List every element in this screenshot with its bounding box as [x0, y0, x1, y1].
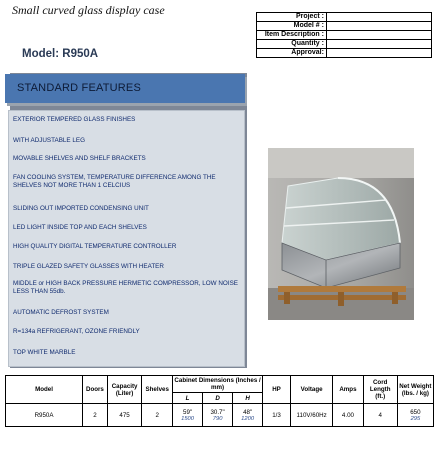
cell-hp: 1/3: [263, 404, 291, 427]
height-mm: 1200: [241, 415, 255, 422]
col-doors: Doors: [83, 376, 108, 404]
quantity-label: Quantity :: [257, 40, 327, 49]
approval-label: Approval:: [257, 49, 327, 58]
product-photo: [268, 148, 414, 320]
feature-item: SLIDING OUT IMPORTED CONDENSING UNIT: [13, 205, 149, 212]
col-length: L: [173, 393, 203, 404]
cell-height: [233, 404, 263, 427]
feature-item: WITH ADJUSTABLE LEG: [13, 137, 85, 144]
model-number-value: [326, 22, 431, 31]
cell-doors: 2: [83, 404, 108, 427]
col-capacity: Capacity (Liter): [107, 376, 142, 404]
feature-item: LED LIGHT INSIDE TOP AND EACH SHELVES: [13, 224, 147, 231]
feature-item: TOP WHITE MARBLE: [13, 349, 76, 356]
approval-value: [326, 49, 431, 58]
model-number-label: Model # :: [257, 22, 327, 31]
cell-depth: [203, 404, 233, 427]
col-depth: D: [203, 393, 233, 404]
length-mm: 1500: [181, 415, 194, 422]
approval-row: [257, 49, 432, 58]
spec-header-row: [6, 376, 434, 393]
table-row: [6, 404, 434, 427]
col-amps: Amps: [333, 376, 363, 404]
features-heading: STANDARD FEATURES: [17, 82, 142, 94]
col-voltage: Voltage: [290, 376, 332, 404]
weight-kg: 295: [410, 415, 421, 422]
depth-inches: 30.7": [210, 408, 225, 416]
col-cabinet-dimensions: Cabinet Dimensions (Inches / mm): [174, 377, 261, 391]
depth-mm: 790: [212, 415, 223, 422]
cell-length: [173, 404, 203, 427]
model-heading: [22, 48, 98, 60]
feature-item: AUTOMATIC DEFROST SYSTEM: [13, 309, 109, 316]
project-label: Project :: [257, 13, 327, 22]
item-description-value: [326, 31, 431, 40]
model-label: Model:: [22, 48, 60, 60]
item-description-row: [257, 31, 432, 40]
project-info-table: [256, 12, 432, 58]
model-value: R950A: [62, 48, 99, 60]
document-title: Small curved glass display case: [12, 3, 165, 17]
feature-item: TRIPLE GLAZED SAFETY GLASSES WITH HEATER: [13, 263, 164, 270]
cell-amps: 4.00: [333, 404, 363, 427]
features-list: [8, 110, 245, 367]
length-inches: 59": [183, 408, 193, 416]
features-header: [5, 74, 245, 103]
feature-item: HIGH QUALITY DIGITAL TEMPERATURE CONTROLLER: [13, 243, 177, 250]
weight-lbs: 650: [410, 408, 421, 416]
feature-item: MIDDLE or HIGH BACK PRESSURE HERMETIC COMPRESSOR, LOW NOISE LESS THAN 55db.: [13, 280, 238, 295]
quantity-value: [326, 40, 431, 49]
quantity-row: [257, 40, 432, 49]
col-height: H: [233, 393, 263, 404]
col-hp: HP: [263, 376, 291, 404]
cell-cord-length: 4: [363, 404, 397, 427]
model-number-row: [257, 22, 432, 31]
height-inches: 48": [243, 408, 253, 416]
col-model: Model: [6, 376, 83, 404]
item-description-label: Item Description :: [257, 31, 327, 40]
cell-model: R950A: [6, 404, 83, 427]
cell-net-weight: [397, 404, 433, 427]
cell-capacity: 475: [107, 404, 142, 427]
feature-item: EXTERIOR TEMPERED GLASS FINISHES: [13, 116, 136, 123]
col-net-weight: Net Weight (lbs. / kg): [397, 376, 433, 404]
feature-item: FAN COOLING SYSTEM, TEMPERATURE DIFFERENCE AMONG THE SHELVES NOT MORE THAN 1 CELCIUS: [13, 174, 216, 189]
project-row: [257, 13, 432, 22]
col-cord-length: Cord Length (ft.): [363, 376, 397, 404]
spec-table: [5, 375, 434, 427]
project-value: [326, 13, 431, 22]
feature-item: MOVABLE SHELVES AND SHELF BRACKETS: [13, 155, 146, 162]
cell-shelves: 2: [142, 404, 173, 427]
cell-voltage: 110V/60Hz: [290, 404, 332, 427]
col-shelves: Shelves: [142, 376, 173, 404]
feature-item: R=134a REFRIGERANT, OZONE FRIENDLY: [13, 328, 140, 335]
